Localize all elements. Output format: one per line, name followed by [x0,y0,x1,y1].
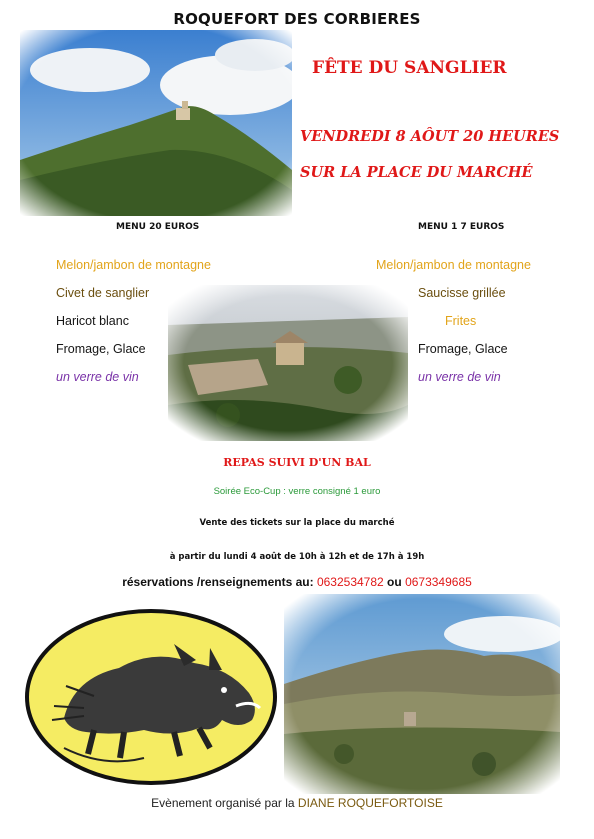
ticket-dates: à partir du lundi 4 août de 10h à 12h et de 17h à 19h [169,552,425,562]
footer-text: Evènement organisé par la [151,796,295,810]
aerial-village-photo [168,285,408,441]
menu-20-item: Melon/jambon de montagne [56,258,211,272]
menu-17-item: un verre de vin [418,370,501,384]
menu-20-item: Fromage, Glace [56,342,146,356]
event-title: FÊTE DU SANGLIER [312,58,507,78]
menu-20-item: Civet de sanglier [56,286,150,300]
menu-17-item: Frites [445,314,477,328]
phone-2[interactable]: 0673349685 [405,575,472,589]
reservation-line [0,575,594,589]
menu-20-heading: MENU 20 EUROS [116,222,200,232]
event-date: VENDREDI 8 AÔUT 20 HEURES [300,128,560,145]
menu-17-item: Melon/jambon de montagne [376,258,531,272]
town-title: ROQUEFORT DES CORBIERES [173,10,421,28]
menu-20-item: Haricot blanc [56,314,129,328]
menu-17-item: Saucisse grillée [418,286,506,300]
menu-17-heading: MENU 1 7 EUROS [418,222,505,232]
tickets-note: Vente des tickets sur la place du marché [199,518,395,528]
hilltop-chapel-photo [20,30,292,216]
menu-20-item: un verre de vin [56,370,139,384]
or-word: ou [387,575,402,589]
boar-illustration [24,608,278,786]
organizer-name: DIANE ROQUEFORTOISE [297,796,443,810]
footer-credit [0,796,594,810]
reservation-label: réservations /renseignements au: [122,575,314,589]
eco-cup-note: Soirée Eco-Cup : verre consigné 1 euro [213,486,381,497]
event-place: SUR LA PLACE DU MARCHÉ [300,164,533,181]
mountain-landscape-photo [284,594,560,794]
phone-1[interactable]: 0632534782 [316,575,384,589]
bal-announcement: REPAS SUIVI D'UN BAL [223,456,371,469]
menu-17-item: Fromage, Glace [418,342,508,356]
